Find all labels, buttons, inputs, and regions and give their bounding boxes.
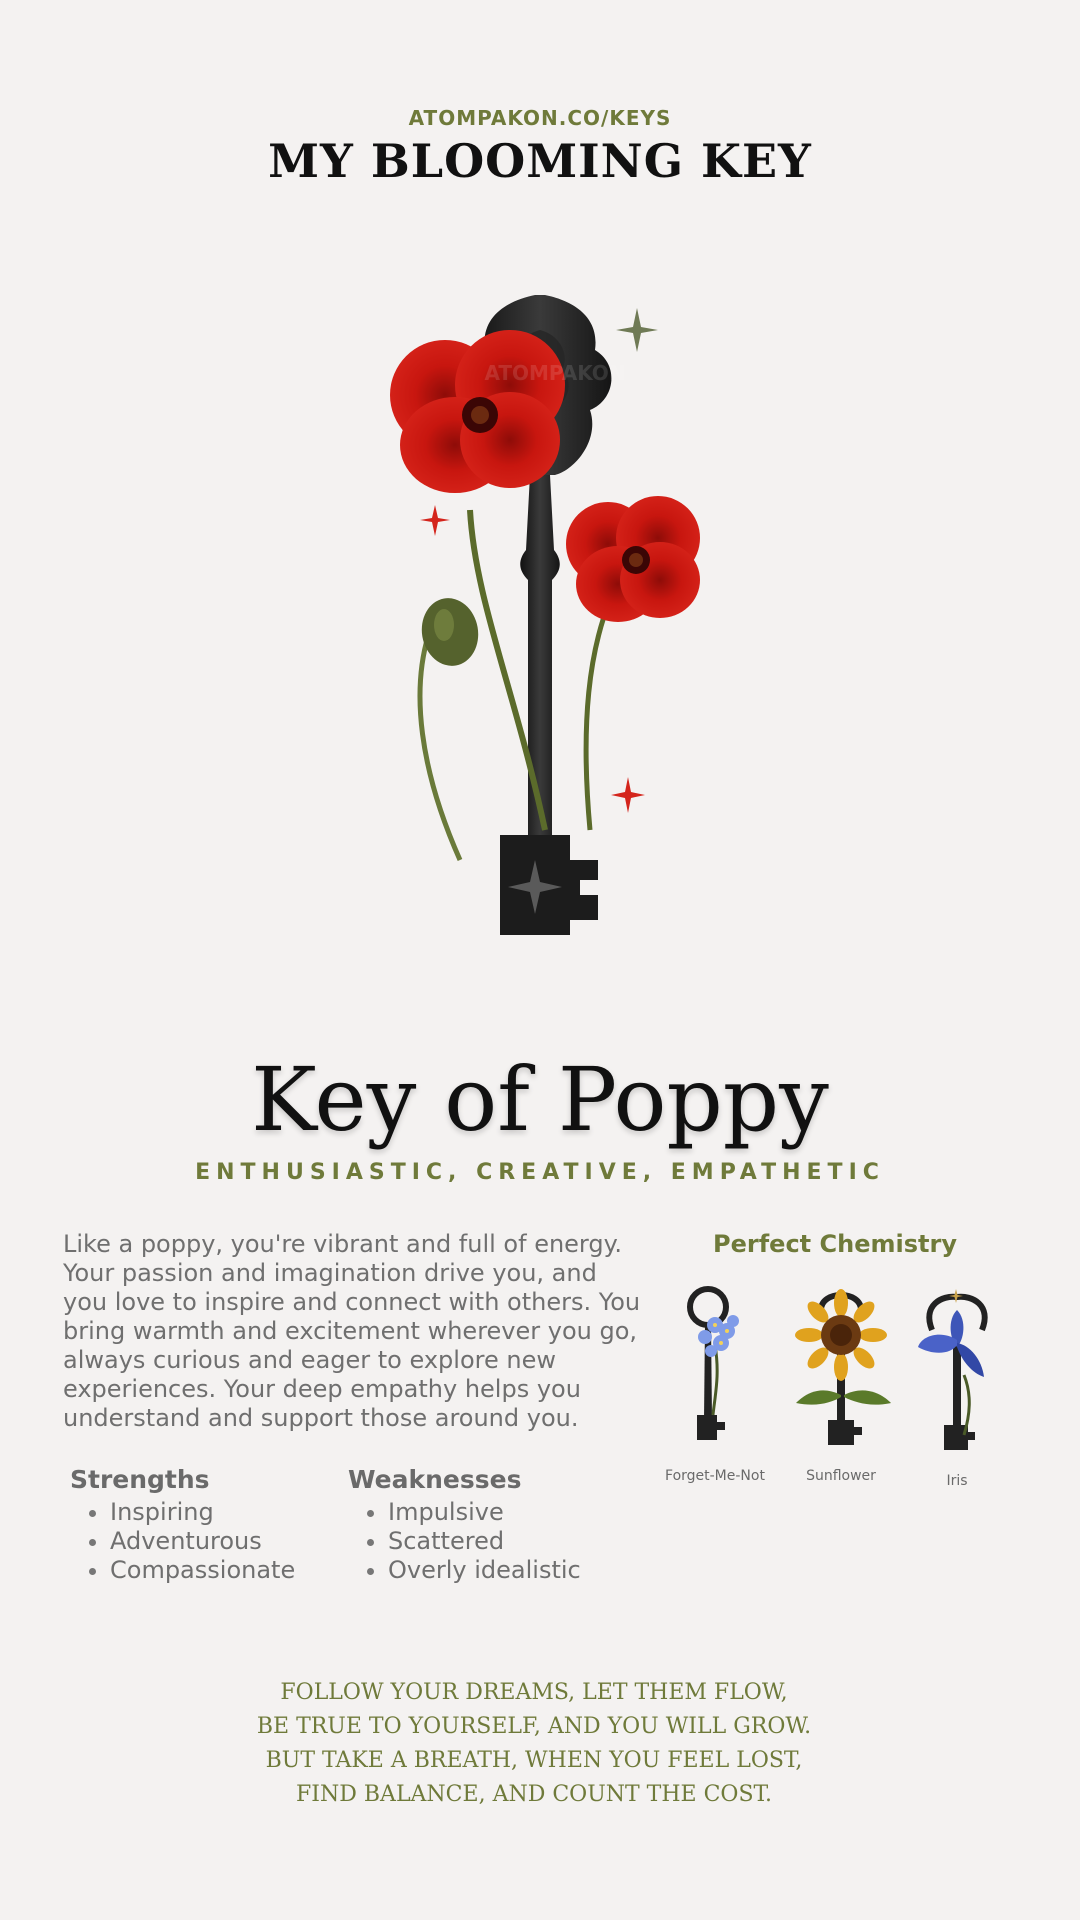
chemistry-match-label: Sunflower bbox=[806, 1468, 876, 1484]
iris-key-icon bbox=[912, 1285, 1002, 1455]
list-item: • Inspiring bbox=[110, 1498, 295, 1527]
weaknesses-section bbox=[342, 1465, 581, 1585]
poem-line: FOLLOW YOUR DREAMS, LET THEM FLOW, bbox=[280, 1680, 788, 1705]
poppy-key-illustration bbox=[340, 270, 740, 950]
poem bbox=[0, 1676, 1068, 1812]
key-traits: ENTHUSIASTIC, CREATIVE, EMPATHETIC bbox=[195, 1160, 885, 1185]
key-name: Key of Poppy bbox=[251, 1048, 829, 1151]
watermark: ATOMPAKON bbox=[484, 361, 626, 385]
list-item: • Scattered bbox=[388, 1527, 581, 1556]
poppy-key-icon bbox=[340, 270, 740, 950]
chemistry-match-iris[interactable] bbox=[897, 1285, 1017, 1525]
description-line: understand and support those around you. bbox=[63, 1404, 579, 1432]
description-line: always curious and eager to explore new bbox=[63, 1346, 556, 1374]
strengths-heading: Strengths bbox=[70, 1465, 210, 1494]
list-item: • Adventurous bbox=[110, 1527, 295, 1556]
site-url: ATOMPAKON.CO/KEYS bbox=[408, 106, 672, 130]
weaknesses-heading: Weaknesses bbox=[348, 1465, 522, 1494]
description-line: you love to inspire and connect with others. You bbox=[63, 1288, 641, 1316]
chemistry-match-label: Iris bbox=[946, 1473, 968, 1489]
perfect-chemistry-heading: Perfect Chemistry bbox=[713, 1230, 957, 1258]
list-item: • Impulsive bbox=[388, 1498, 581, 1527]
strengths-list bbox=[64, 1498, 295, 1585]
key-description bbox=[63, 1230, 663, 1433]
description-line: Your passion and imagination drive you, and bbox=[63, 1259, 597, 1287]
forget-me-not-key-icon bbox=[675, 1285, 755, 1450]
description-line: experiences. Your deep empathy helps you bbox=[63, 1375, 581, 1403]
chemistry-match-sunflower[interactable] bbox=[781, 1285, 901, 1525]
chemistry-match-label: Forget-Me-Not bbox=[665, 1468, 765, 1484]
chemistry-match-forget-me-not[interactable] bbox=[655, 1285, 775, 1525]
sunflower-key-icon bbox=[786, 1285, 896, 1450]
strengths-section bbox=[64, 1465, 295, 1585]
poem-line: BUT TAKE A BREATH, WHEN YOU FEEL LOST, bbox=[265, 1748, 803, 1773]
description-line: Like a poppy, you're vibrant and full of energy. bbox=[63, 1230, 623, 1258]
list-item: • Compassionate bbox=[110, 1556, 295, 1585]
poem-line: FIND BALANCE, AND COUNT THE COST. bbox=[296, 1782, 772, 1807]
description-line: bring warmth and excitement wherever you go, bbox=[63, 1317, 638, 1345]
page-title: MY BLOOMING KEY bbox=[268, 134, 812, 188]
weaknesses-list bbox=[342, 1498, 581, 1585]
list-item: • Overly idealistic bbox=[388, 1556, 581, 1585]
poem-line: BE TRUE TO YOURSELF, AND YOU WILL GROW. bbox=[256, 1714, 812, 1739]
